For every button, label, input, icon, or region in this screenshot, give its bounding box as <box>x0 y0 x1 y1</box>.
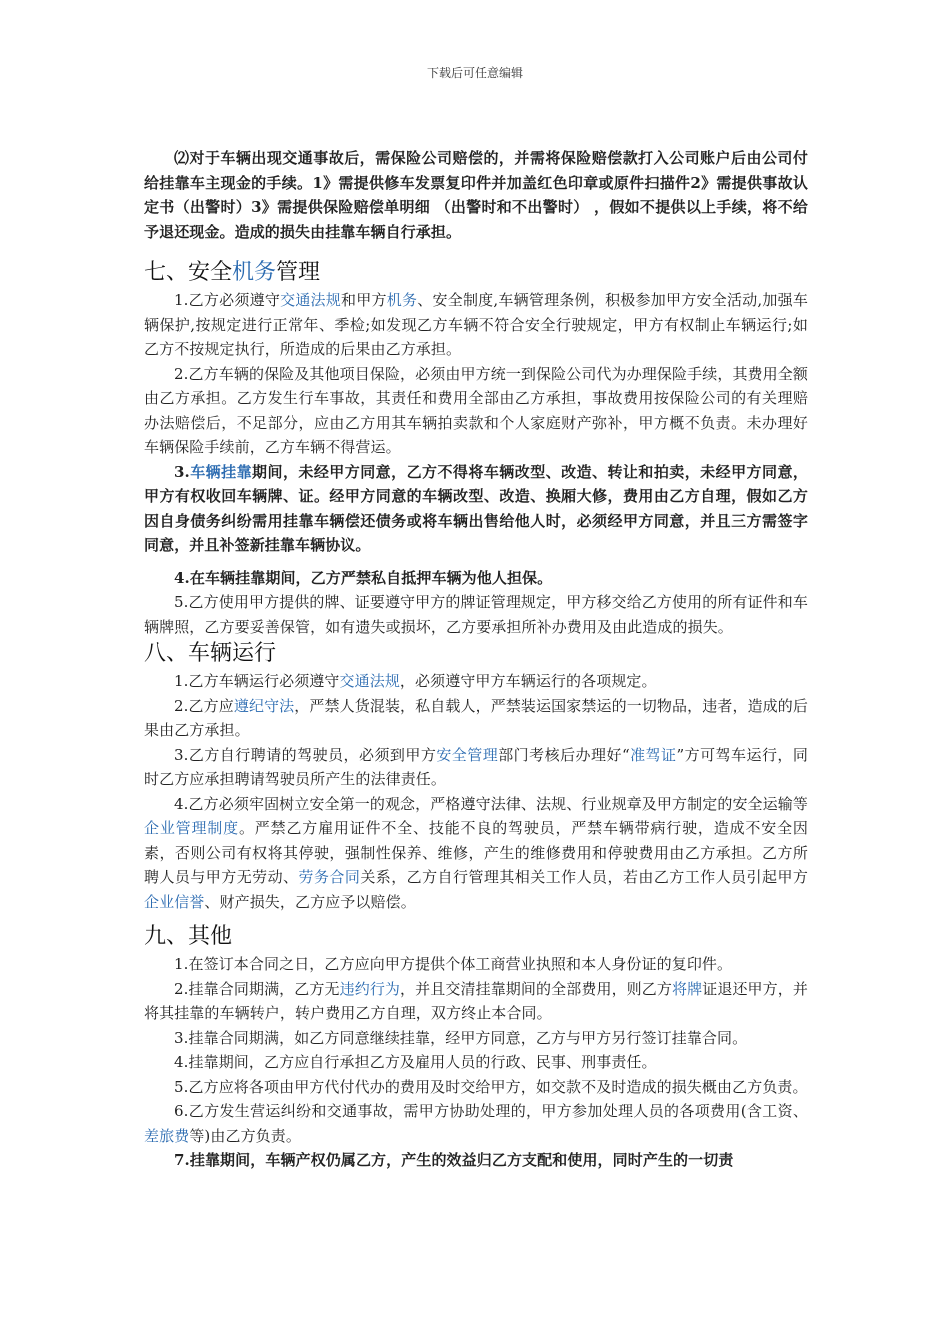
link-law-abiding[interactable]: 遵纪守法 <box>233 696 295 715</box>
section-9-item-1: 1.在签订本合同之日，乙方应向甲方提供个体工商营业执照和本人身份证的复印件。 <box>174 955 733 973</box>
link-jiwu-inline[interactable]: 机务 <box>386 291 418 309</box>
link-safety-management[interactable]: 安全管理 <box>436 745 499 764</box>
link-breach[interactable]: 违约行为 <box>339 979 401 998</box>
text-run: 1.乙方车辆运行必须遵守 <box>174 672 340 690</box>
text-run: ，并且交清挂靠期间的全部费用，则乙方 <box>400 979 673 998</box>
section-7-item-3 <box>144 460 808 558</box>
text-run: 和甲方 <box>341 291 387 309</box>
section-7-item-5: 5.乙方使用甲方提供的牌、证要遵守甲方的牌证管理规定，甲方移交给乙方使用的所有证件和车辆牌照，乙方要妥善保管，如有遗失或损坏，乙方要承担所补办费用及由此造成的损失。 <box>144 593 808 636</box>
section-7-item-1 <box>144 288 808 362</box>
text-run: ”方可驾车运行，同时乙方应承担聘请驾驶员所产生的法律责任。 <box>144 745 808 788</box>
section-7-item-2: 2.乙方车辆的保险及其他项目保险，必须由甲方统一到保险公司代为办理保险手续，其费用全额由乙方承担。乙方发生行车事故，其责任和费用全部由乙方承担，事故费用按保险公司的有关理赔办法赔偿后，不足部分，应由乙方用其车辆拍卖款和个人家庭财产弥补，甲方概不负责。未办理好车辆保险手续前，乙方车辆不得营运。 <box>144 364 808 456</box>
link-travel-expenses[interactable]: 差旅费 <box>144 1126 190 1145</box>
text-run: 等)由乙方负责。 <box>189 1126 301 1145</box>
section-8-heading: 八、车辆运行 <box>144 641 277 666</box>
link-traffic-law[interactable]: 交通法规 <box>280 291 342 309</box>
text-run: 4.乙方必须牢固树立安全第一的观念，严格遵守法律、法规、行业规章及甲方制定的安全运输等 <box>174 794 808 813</box>
link-enterprise-credit[interactable]: 企业信誉 <box>144 892 205 911</box>
text-run: 3.乙方自行聘请的驾驶员，必须到甲方 <box>174 745 437 764</box>
section-8-item-3 <box>144 743 808 792</box>
text-run: 关系，乙方自行管理其相关工作人员，若由乙方工作人员引起甲方 <box>360 868 808 886</box>
text-run: 部门考核后办理好“ <box>498 745 630 764</box>
link-labor-contract[interactable]: 劳务合同 <box>298 868 361 886</box>
text-run: 2.挂靠合同期满，乙方无 <box>174 979 340 998</box>
section-8-item-2 <box>144 694 808 743</box>
intro-paragraph: ⑵对于车辆出现交通事故后，需保险公司赔偿的，并需将保险赔偿款打入公司账户后由公司付给挂靠车主现金的手续。1》需提供修车发票复印件并加盖红色印章或原件扫描件2》需提供事故认定书（出警时）3》需提供保险赔偿单明细 （出警时和不出警时） ，假如不提供以上手续，将不给予退还现金。造成的损失由挂靠车辆自行承担。 <box>144 149 808 241</box>
text-run: 6.乙方发生营运纠纷和交通事故，需甲方协助处理的，甲方参加处理人员的各项费用(含工资、 <box>174 1102 808 1120</box>
document-body <box>144 146 808 1173</box>
section-9-item-5: 5.乙方应将各项由甲方代付代办的费用及时交给甲方，如交款不及时造成的损失概由乙方负责。 <box>174 1077 808 1096</box>
section-9-item-2 <box>144 977 808 1026</box>
link-jiwu[interactable]: 机务 <box>232 260 277 285</box>
section-8-item-4 <box>144 792 808 915</box>
section-9-heading: 九、其他 <box>144 924 233 949</box>
section-7-item-4: 4.在车辆挂靠期间，乙方严禁私自抵押车辆为他人担保。 <box>174 568 553 587</box>
link-vehicle-affiliation[interactable]: 车辆挂靠 <box>189 462 253 481</box>
section-9-item-6 <box>144 1099 808 1148</box>
section-9-item-7: 7.挂靠期间，车辆产权仍属乙方，产生的效益归乙方支配和使用，同时产生的一切责 <box>174 1151 734 1169</box>
section-7-title-part: 管理 <box>276 260 321 285</box>
section-7-heading <box>144 258 808 288</box>
link-license-plate[interactable]: 将牌 <box>672 979 703 998</box>
text-run: ，必须遵守甲方车辆运行的各项规定。 <box>399 672 657 690</box>
text-run: 2.乙方应 <box>174 696 234 715</box>
text-run: ，严禁人货混装，私自载人，严禁装运国家禁运的一切物品，违者，造成的后果由乙方承担。 <box>144 696 809 739</box>
link-traffic-law[interactable]: 交通法规 <box>339 672 400 690</box>
link-driving-permit[interactable]: 准驾证 <box>629 745 677 764</box>
text-run: 证退还甲方，并将其挂靠的车辆转户，转户费用乙方自理，双方终止本合同。 <box>144 979 808 1022</box>
text-run: 、安全制度,车辆管理条例，积极参加甲方安全活动,加强车辆保护,按规定进行正常年、季检;如发现乙方车辆不符合安全行驶规定，甲方有权制止车辆运行;如乙方不按规定执行，所造成的后果由乙方承担。 <box>144 291 809 358</box>
page-header: 下载后可任意编辑 <box>426 66 523 80</box>
text-run: 。严禁乙方雇用证件不全、技能不良的驾驶员，严禁车辆带病行驶，造成不安全因素，否则公司有权将其停驶，强制性保养、维修，产生的维修费用和停驶费用由乙方承担。乙方所聘人员与甲方无劳动、 <box>144 819 808 886</box>
section-8-item-1 <box>144 669 808 694</box>
text-run: 期间，未经甲方同意，乙方不得将车辆改型、改造、转让和拍卖，未经甲方同意，甲方有权收回车辆牌、证。经甲方同意的车辆改型、改造、换厢大修，费用由乙方自理，假如乙方因自身债务纠纷需用挂靠车辆偿还债务或将车辆出售给他人时，必须经甲方同意，并且三方需签字同意，并且补签新挂靠车辆协议。 <box>144 462 808 554</box>
text-run: 3. <box>174 462 190 481</box>
text-run: 、财产损失，乙方应予以赔偿。 <box>204 892 416 911</box>
section-9-item-3: 3.挂靠合同期满，如乙方同意继续挂靠，经甲方同意，乙方与甲方另行签订挂靠合同。 <box>174 1028 748 1047</box>
text-run: 1.乙方必须遵守 <box>174 291 281 309</box>
link-enterprise-management[interactable]: 企业管理制度 <box>144 819 239 837</box>
section-7-title-part: 七、安全 <box>144 260 233 285</box>
section-9-item-4: 4.挂靠期间，乙方应自行承担乙方及雇用人员的行政、民事、刑事责任。 <box>174 1053 657 1071</box>
